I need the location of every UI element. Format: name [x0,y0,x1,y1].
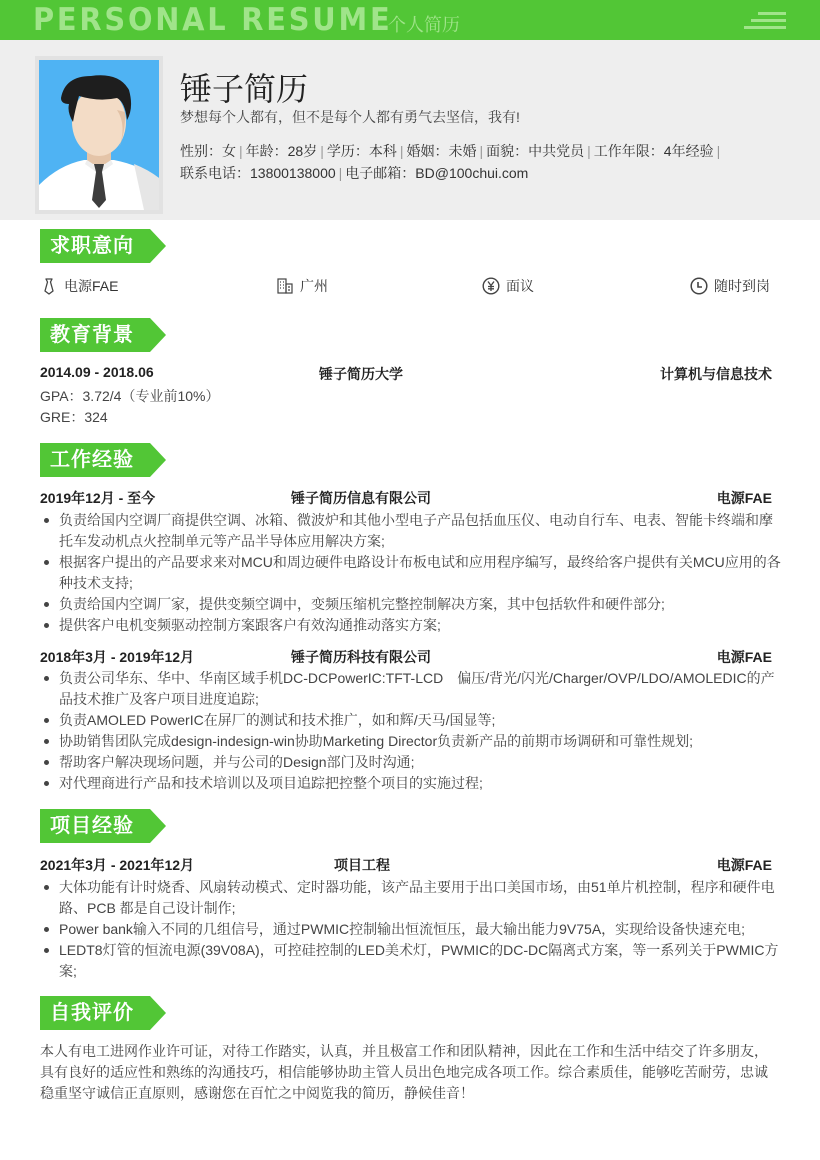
work-role: 电源FAE [716,490,772,506]
self-evaluation-text: 本人有电工进网作业许可证，对待工作踏实，认真，并且极富工作和团队精神，因此在工作和生活中结交了许多朋友，具有良好的适应性和熟练的沟通技巧，相信能够协助主管人员出色地完成各项工作。综合素质佳，能够吃苦耐劳，忠诚稳重坚守诚信正直原则，感谢您在百忙之中阅览我的简历，静候佳音！ [40,1043,768,1101]
education-major: 计算机与信息技术 [660,366,772,382]
work-1-duties [40,510,785,636]
list-item: 根据客户提出的产品要求来对MCU和周边硬件电路设计布板电试和应用程序编写，最终给客户提供有关MCU应用的各种技术支持; [40,552,785,594]
work-period: 2018年3月 - 2019年12月 [40,649,195,665]
list-item: 大体功能有计时烧香、风扇转动模式、定时器功能，该产品主要用于出口美国市场，由51单片机控制，程序和硬件电路、PCB 都是自己设计制作; [40,877,785,919]
list-item: 提供客户电机变频驱动控制方案跟客户有效沟通推动落实方案; [40,615,785,636]
intent-availability [690,276,770,296]
list-item: Power bank输入不同的几组信号，通过PWMIC控制输出恒流恒压，最大输出能力9V75A，实现给设备快速充电; [40,919,785,940]
work-row-2 [40,647,772,667]
list-item: 帮助客户解决现场问题，并与公司的Design部门及时沟通; [40,752,785,773]
project-period: 2021年3月 - 2021年12月 [40,857,195,873]
intent-city-label: 广州 [300,278,328,294]
avatar-man-tie-icon [39,60,159,210]
work-company: 锤子简历科技有限公司 [291,649,431,665]
section-title: 教育背景 [40,318,150,352]
list-item: 负责给国内空调厂家，提供变频空调中，变频压缩机完整控制解决方案，其中包括软件和硬件部分; [40,594,785,615]
work-2-duties [40,668,785,794]
banner-title-en: PERSONAL RESUME [33,2,393,38]
building-icon [276,277,294,295]
list-item: 负责给国内空调厂商提供空调、冰箱、微波炉和其他小型电子产品包括血压仪、电动自行车、电表、智能卡终端和摩托车发动机点火控制单元等产品半导体应用解决方案; [40,510,785,552]
list-item: 负责AMOLED PowerIC在屏厂的测试和技术推广，如和辉/天马/国显等; [40,710,785,731]
project-name: 项目工程 [334,857,390,873]
candidate-motto: 梦想每个人都有，但不是每个人都有勇气去坚信，我有! [180,109,520,125]
profile-header [0,40,820,220]
work-period: 2019年12月 - 至今 [40,490,156,506]
info-phone: 联系电话：13800138000 [180,165,336,181]
info-political: 面貌：中共党员 [486,143,585,159]
intent-position [40,276,118,296]
intent-salary [482,276,534,296]
education-school: 锤子简历大学 [319,366,403,382]
education-period: 2014.09 - 2018.06 [40,364,154,380]
intent-availability-label: 随时到岗 [714,278,770,294]
candidate-basic-info: 性别：女 | 年龄：28岁 | 学历：本科 | 婚姻：未婚 | 面貌：中共党员 | 工作年限：4年经验 | 联系电话：13800138000 | 电子邮箱：BD@100chui.com [180,143,721,181]
banner-title-cn: 个人简历 [388,15,460,35]
candidate-name: 锤子简历 [180,71,309,107]
top-banner [0,0,820,40]
info-email: 电子邮箱：BD@100chui.com [345,165,529,181]
info-education: 学历：本科 [326,143,397,159]
education-gpa: GPA：3.72/4（专业前10%） [40,388,220,404]
list-item: LEDT8灯管的恒流电源(39V08A)，可控硅控制的LED美术灯，PWMIC的DC-DC隔离式方案，等一系列关于PWMIC方案; [40,940,785,982]
work-row-1 [40,488,772,508]
section-arrow [150,443,166,477]
section-title: 求职意向 [40,229,150,263]
intent-position-label: 电源FAE [64,278,119,294]
work-role: 电源FAE [716,649,772,665]
info-age: 年龄：28岁 [245,143,318,159]
intent-city [276,276,328,296]
job-intent-row [40,276,780,300]
intent-salary-label: 面议 [506,278,534,294]
list-item: 协助销售团队完成design-indesign-win协助Marketing Director负责新产品的前期市场调研和可靠性规划; [40,731,785,752]
section-arrow [150,809,166,843]
hamburger-menu-icon[interactable] [744,12,786,30]
section-arrow [150,318,166,352]
list-item: 对代理商进行产品和技术培训以及项目追踪把控整个项目的实施过程; [40,773,785,794]
list-item: 负责公司华东、华中、华南区域手机DC-DCPowerIC:TFT-LCD 偏压/背光/闪光/Charger/OVP/LDO/AMOLEDIC的产品技术推广及客户项目进度追踪; [40,668,785,710]
yen-icon [482,277,500,295]
education-row [40,364,772,384]
project-role: 电源FAE [716,857,772,873]
project-details [40,877,785,982]
avatar [35,56,163,214]
section-title: 项目经验 [40,809,150,843]
section-title: 工作经验 [40,443,150,477]
info-marital: 婚姻：未婚 [406,143,477,159]
education-gre: GRE：324 [40,409,108,425]
section-title: 自我评价 [40,996,150,1030]
info-gender: 性别：女 [180,143,236,159]
project-row [40,855,772,875]
section-arrow [150,996,166,1030]
clock-icon [690,277,708,295]
info-years: 工作年限：4年经验 [593,143,714,159]
section-arrow [150,229,166,263]
work-company: 锤子简历信息有限公司 [291,490,431,506]
tie-icon [40,277,58,295]
